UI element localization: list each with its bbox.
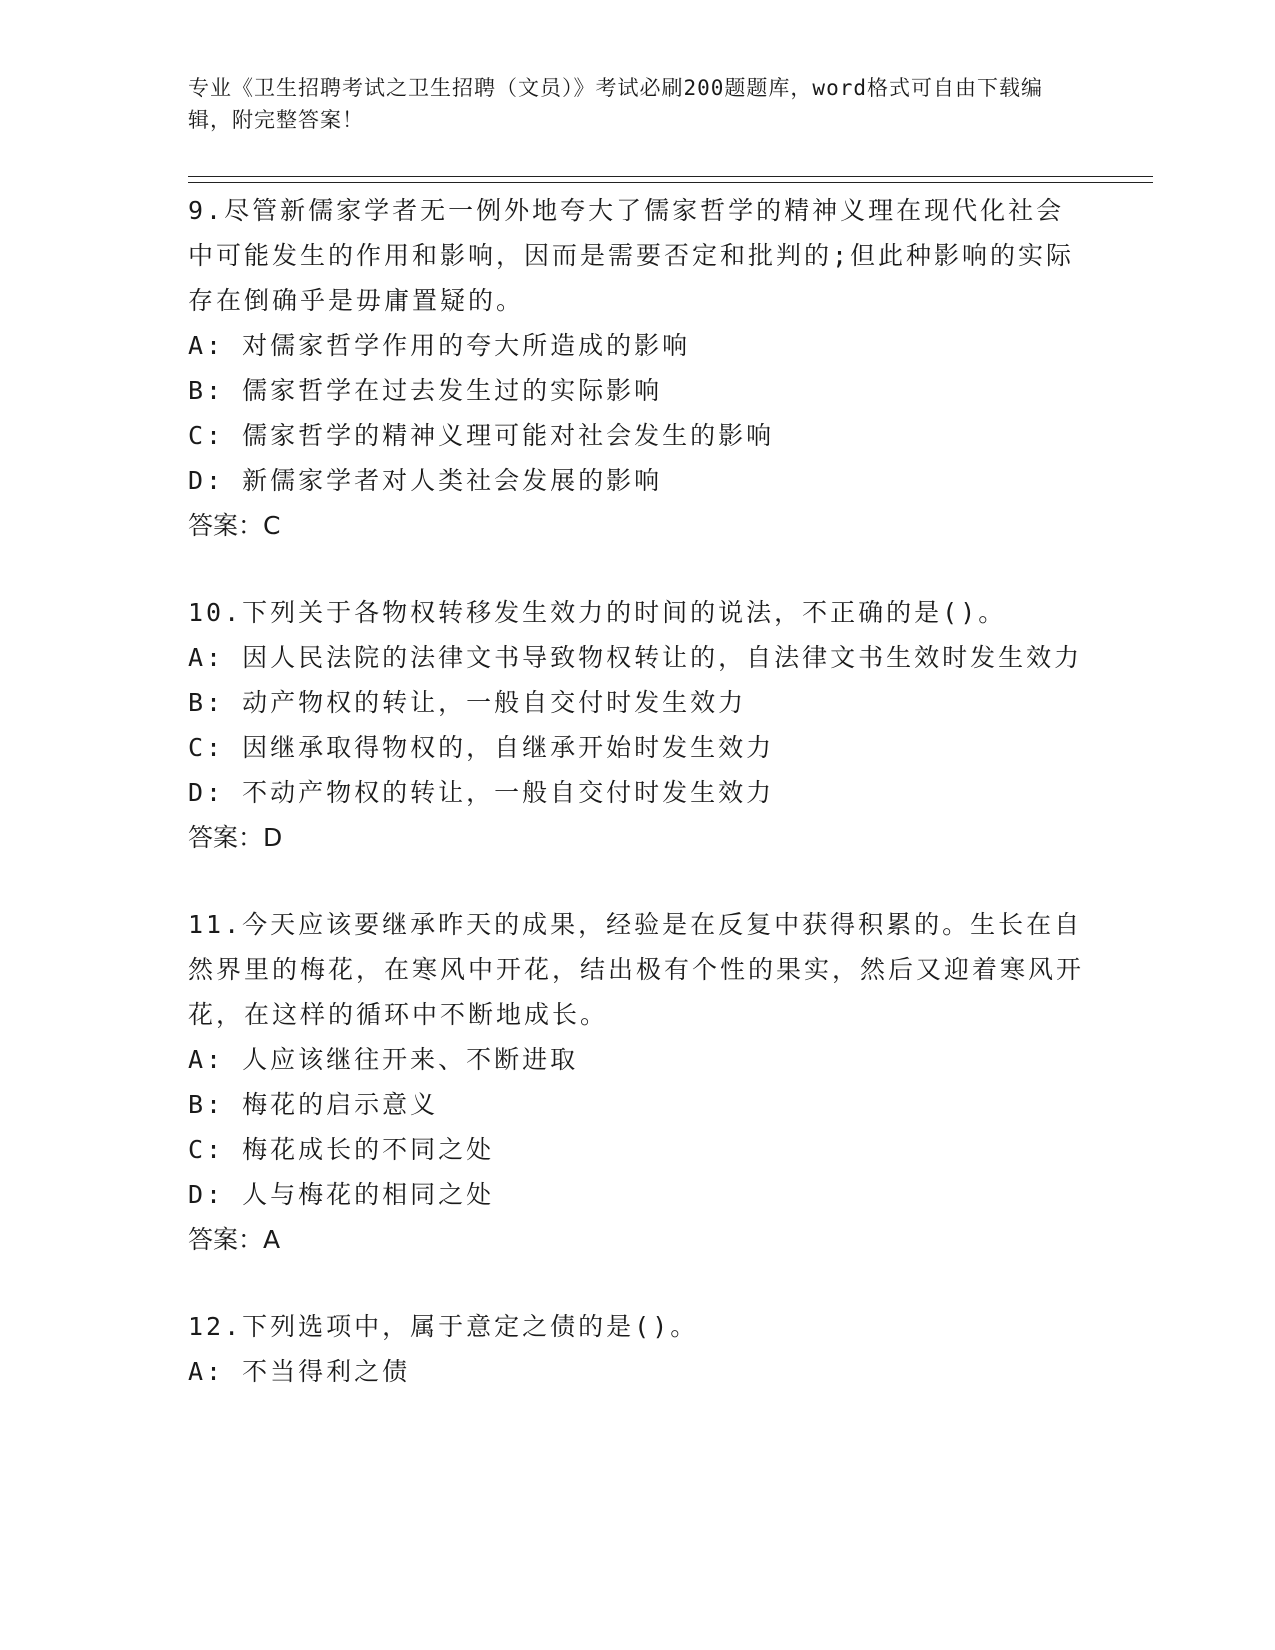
question-list	[188, 188, 1088, 1436]
question-text: 12.下列选项中，属于意定之债的是()。	[188, 1312, 699, 1341]
option-c: C: 梅花成长的不同之处	[188, 1135, 495, 1164]
option-a: A: 因人民法院的法律文书导致物权转让的，自法律文书生效时发生效力	[188, 643, 1083, 672]
answer-line: 答案：A	[188, 1225, 281, 1254]
question-10	[188, 590, 1088, 860]
question-text: 11.今天应该要继承昨天的成果，经验是在反复中获得积累的。生长在自然界里的梅花，在寒风中开花，结出极有个性的果实，然后又迎着寒风开花，在这样的循环中不断地成长。	[188, 910, 1085, 1029]
option-b: B: 儒家哲学在过去发生过的实际影响	[188, 376, 663, 405]
question-text: 9.尽管新儒家学者无一例外地夸大了儒家哲学的精神义理在现代化社会中可能发生的作用和影响，因而是需要否定和批判的;但此种影响的实际存在倒确乎是毋庸置疑的。	[188, 196, 1075, 315]
header-rule-top	[188, 176, 1153, 177]
question-11	[188, 902, 1088, 1262]
answer-line: 答案：C	[188, 511, 281, 540]
option-a: A: 人应该继往开来、不断进取	[188, 1045, 579, 1074]
page-header: 专业《卫生招聘考试之卫生招聘（文员）》考试必刷200题题库，word格式可自由下载编辑，附完整答案！	[188, 76, 1043, 132]
option-c: C: 因继承取得物权的，自继承开始时发生效力	[188, 733, 775, 762]
question-12	[188, 1304, 1088, 1394]
option-c: C: 儒家哲学的精神义理可能对社会发生的影响	[188, 421, 775, 450]
option-d: D: 人与梅花的相同之处	[188, 1180, 495, 1209]
option-d: D: 新儒家学者对人类社会发展的影响	[188, 466, 663, 495]
question-9	[188, 188, 1088, 548]
question-text: 10.下列关于各物权转移发生效力的时间的说法，不正确的是()。	[188, 598, 1007, 627]
option-b: B: 梅花的启示意义	[188, 1090, 439, 1119]
answer-line: 答案：D	[188, 823, 283, 852]
option-a: A: 对儒家哲学作用的夸大所造成的影响	[188, 331, 691, 360]
header-rule-bottom	[188, 182, 1153, 183]
option-d: D: 不动产物权的转让，一般自交付时发生效力	[188, 778, 775, 807]
option-a: A: 不当得利之债	[188, 1357, 411, 1386]
option-b: B: 动产物权的转让，一般自交付时发生效力	[188, 688, 747, 717]
